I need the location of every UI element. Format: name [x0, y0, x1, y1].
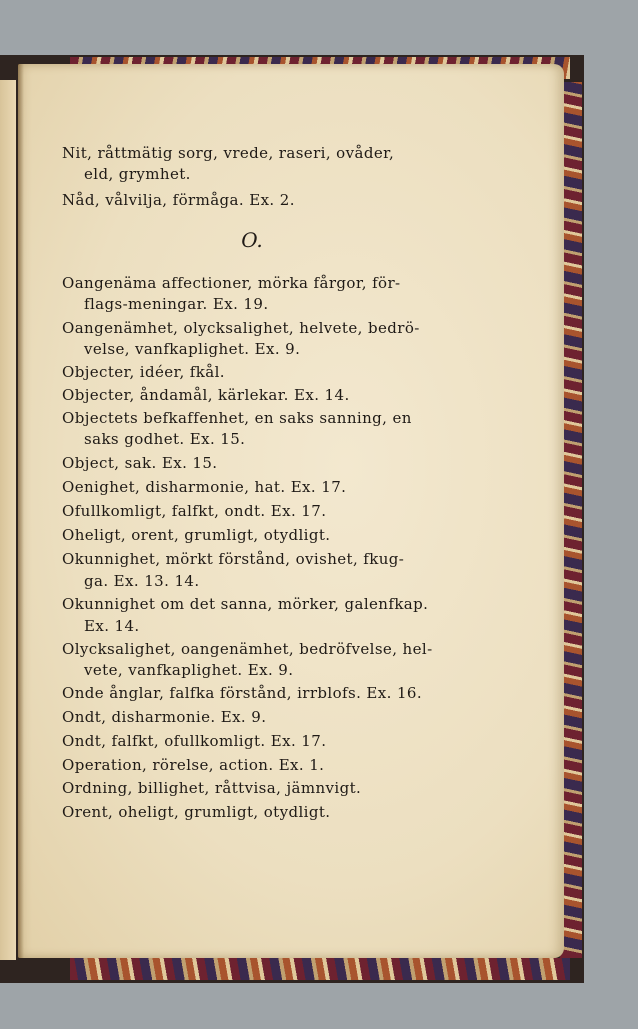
- text-line: Ex. 14.: [84, 617, 140, 635]
- text-line: Oheligt, orent, grumligt, otydligt.: [62, 526, 331, 544]
- section-letter: O.: [241, 228, 263, 252]
- text-line: saks godhet. Ex. 15.: [84, 430, 246, 448]
- text-line: Nåd, vålvilja, förmåga. Ex. 2.: [62, 191, 295, 209]
- text-line: Ordning, billighet, råttvisa, jämnvigt.: [62, 779, 362, 797]
- text-line: Ondt, falfkt, ofullkomligt. Ex. 17.: [62, 732, 327, 750]
- text-line: Okunnighet om det sanna, mörker, galenfkap.: [62, 595, 429, 613]
- text-line: Olycksalighet, oangenämhet, bedröfvelse, hel-: [62, 640, 433, 658]
- text-line: vete, vanfkaplighet. Ex. 9.: [84, 661, 294, 679]
- text-line: Oenighet, disharmonie, hat. Ex. 17.: [62, 478, 347, 496]
- text-line: Orent, oheligt, grumligt, otydligt.: [62, 803, 331, 821]
- text-line: Objectets befkaffenhet, en saks sanning, en: [62, 409, 412, 427]
- text-line: Operation, rörelse, action. Ex. 1.: [62, 756, 325, 774]
- text-line: Ondt, disharmonie. Ex. 9.: [62, 708, 267, 726]
- text-line: Ofullkomligt, falfkt, ondt. Ex. 17.: [62, 502, 327, 520]
- text-line: velse, vanfkaplighet. Ex. 9.: [84, 340, 301, 358]
- text-line: Oangenämhet, olycksalighet, helvete, bedrö-: [62, 319, 420, 337]
- text-line: flags-meningar. Ex. 19.: [84, 295, 269, 313]
- text-line: ga. Ex. 13. 14.: [84, 572, 200, 590]
- text-line: Oangenäma affectioner, mörka fårgor, för-: [62, 274, 401, 292]
- text-line: Nit, råttmätig sorg, vrede, raseri, ovåder,: [62, 144, 395, 162]
- text-line: Onde ånglar, falfka förstånd, irrblofs. Ex. 16.: [62, 684, 423, 702]
- text-line: Object, sak. Ex. 15.: [62, 454, 218, 472]
- text-line: Okunnighet, mörkt förstånd, ovishet, fkug-: [62, 550, 405, 568]
- text-line: Objecter, åndamål, kärlekar. Ex. 14.: [62, 386, 350, 404]
- text-line: eld, grymhet.: [84, 165, 191, 183]
- text-line: Objecter, idéer, fkål.: [62, 363, 225, 381]
